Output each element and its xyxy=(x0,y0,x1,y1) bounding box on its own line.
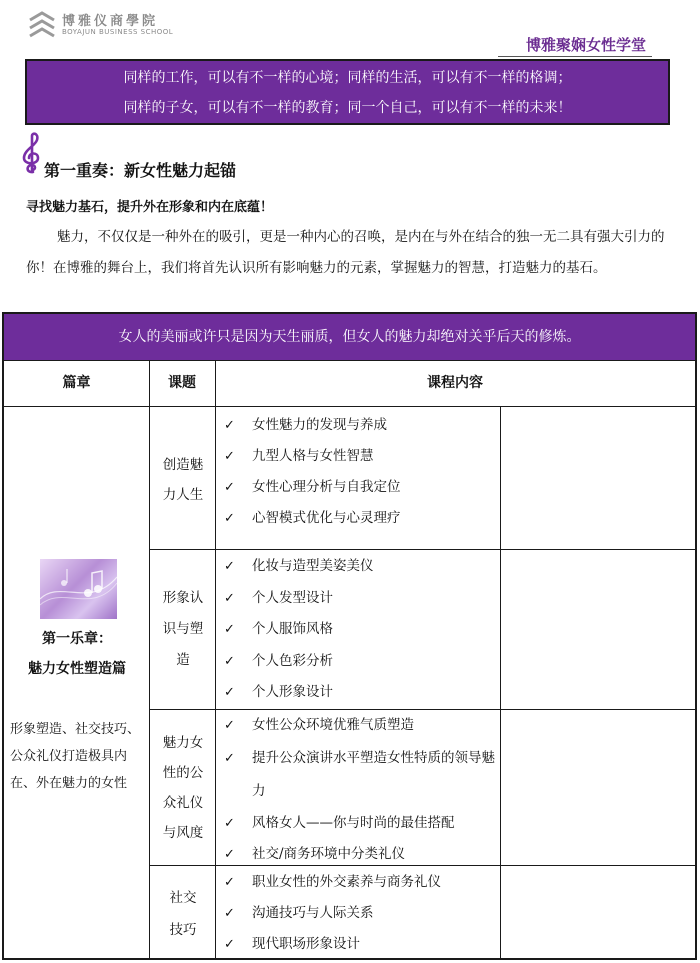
check-icon: ✓ xyxy=(224,418,235,433)
list-item: ✓ 提升公众演讲水平塑造女性特质的领导魅力 xyxy=(224,742,499,808)
chapter-title-line-1: 第一乐章： xyxy=(42,631,112,647)
list-item: ✓ 个人色彩分析 xyxy=(224,646,499,678)
check-icon: ✓ xyxy=(224,937,235,952)
row-line-1 xyxy=(149,549,695,550)
brand-title: 博雅聚娴女性学堂 xyxy=(525,36,646,54)
music-notes-image xyxy=(40,559,117,619)
header-topic: 课题 xyxy=(168,375,196,391)
table-banner: 女人的美丽或许只是因为天生丽质，但女人的魅力却绝对关乎后天的修炼。 xyxy=(4,314,695,361)
header-content: 课程内容 xyxy=(427,375,483,391)
list-item: ✓ 化妆与造型美姿美仪 xyxy=(224,551,499,583)
chapter-title-line-2: 魅力女性塑造篇 xyxy=(28,661,126,677)
logo-chevron-icon xyxy=(28,10,56,40)
topic-charm-life xyxy=(150,450,216,510)
check-icon: ✓ xyxy=(224,685,235,700)
section-paragraph xyxy=(26,222,676,284)
brand-underline xyxy=(498,56,652,57)
header-chapter: 篇章 xyxy=(62,375,91,391)
motto-line-2: 同样的子女，可以有不一样的教育；同一个自己，可以有不一样的未来！ xyxy=(123,100,572,116)
course-table xyxy=(2,312,697,960)
topic-2-items xyxy=(224,551,499,709)
check-icon: ✓ xyxy=(224,590,235,606)
motto-box xyxy=(25,59,670,125)
topic-image-shaping xyxy=(150,583,216,676)
check-icon: ✓ xyxy=(224,559,235,574)
check-icon: ✓ xyxy=(224,815,235,831)
list-item: ✓ 个人形象设计 xyxy=(224,677,499,709)
check-icon: ✓ xyxy=(224,750,235,766)
topic-name: 社交技巧 xyxy=(169,890,197,938)
list-item: ✓ 现代职场形象设计 xyxy=(224,929,499,960)
topic-name: 创造魅力人生 xyxy=(162,457,204,503)
section-title: 第一重奏：新女性魅力起锚 xyxy=(44,161,237,180)
list-item: ✓ 社交/商务环境中分类礼仪 xyxy=(224,839,499,871)
topic-name: 形象认识与塑造 xyxy=(162,590,204,668)
topic-public-etiquette xyxy=(150,728,216,848)
header-bottom-line xyxy=(4,406,695,407)
check-icon: ✓ xyxy=(224,653,235,669)
topic-name: 魅力女性的公众礼仪与风度 xyxy=(162,735,204,841)
list-item: ✓ 女性公众环境优雅气质塑造 xyxy=(224,710,499,742)
logo-english-name: BOYAJUN BUSINESS SCHOOL xyxy=(62,28,174,36)
list-item: ✓ 九型人格与女性智慧 xyxy=(224,441,499,472)
music-notes-icon xyxy=(40,559,117,619)
check-icon: ✓ xyxy=(224,622,235,637)
check-icon: ✓ xyxy=(224,847,235,862)
topic-4-items xyxy=(224,867,499,960)
list-item: ✓ 职业女性的外交素养与商务礼仪 xyxy=(224,867,499,898)
check-icon: ✓ xyxy=(224,718,235,733)
motto-line-1: 同样的工作，可以有不一样的心境；同样的生活，可以有不一样的格调； xyxy=(123,70,572,86)
chapter-description: 形象塑造、社交技巧、公众礼仪打造极具内在、外在魅力的女性 xyxy=(10,722,141,791)
topic-social-skills xyxy=(150,882,216,946)
logo-chinese-name: 博雅仪商學院 xyxy=(62,14,159,29)
check-icon: ✓ xyxy=(224,875,235,890)
list-item: ✓ 个人服饰风格 xyxy=(224,614,499,646)
col-line-3 xyxy=(500,406,501,958)
list-item: ✓ 沟通技巧与人际关系 xyxy=(224,898,499,929)
section-subheading: 寻找魅力基石，提升外在形象和内在底蕴！ xyxy=(26,200,274,215)
paragraph-text: 魅力，不仅仅是一种外在的吸引，更是一种内心的召唤，是内在与外在结合的独一无二具有强大引力的你！在博雅的舞台上，我们将首先认识所有影响魅力的元素，掌握魅力的智慧，打造魅力的基石。 xyxy=(26,229,665,276)
check-icon: ✓ xyxy=(224,511,235,526)
check-icon: ✓ xyxy=(224,906,235,921)
list-item: ✓ 心智模式优化与心灵理疗 xyxy=(224,503,499,534)
list-item: ✓ 女性心理分析与自我定位 xyxy=(224,472,499,503)
check-icon: ✓ xyxy=(224,449,235,464)
school-logo xyxy=(28,8,178,40)
topic-3-items xyxy=(224,710,499,871)
list-item: ✓ 风格女人——你与时尚的最佳搭配 xyxy=(224,808,499,840)
list-item: ✓ 女性魅力的发现与养成 xyxy=(224,410,499,441)
check-icon: ✓ xyxy=(224,480,235,495)
topic-1-items xyxy=(224,410,499,534)
list-item: ✓ 个人发型设计 xyxy=(224,583,499,615)
treble-clef-icon xyxy=(20,132,44,176)
